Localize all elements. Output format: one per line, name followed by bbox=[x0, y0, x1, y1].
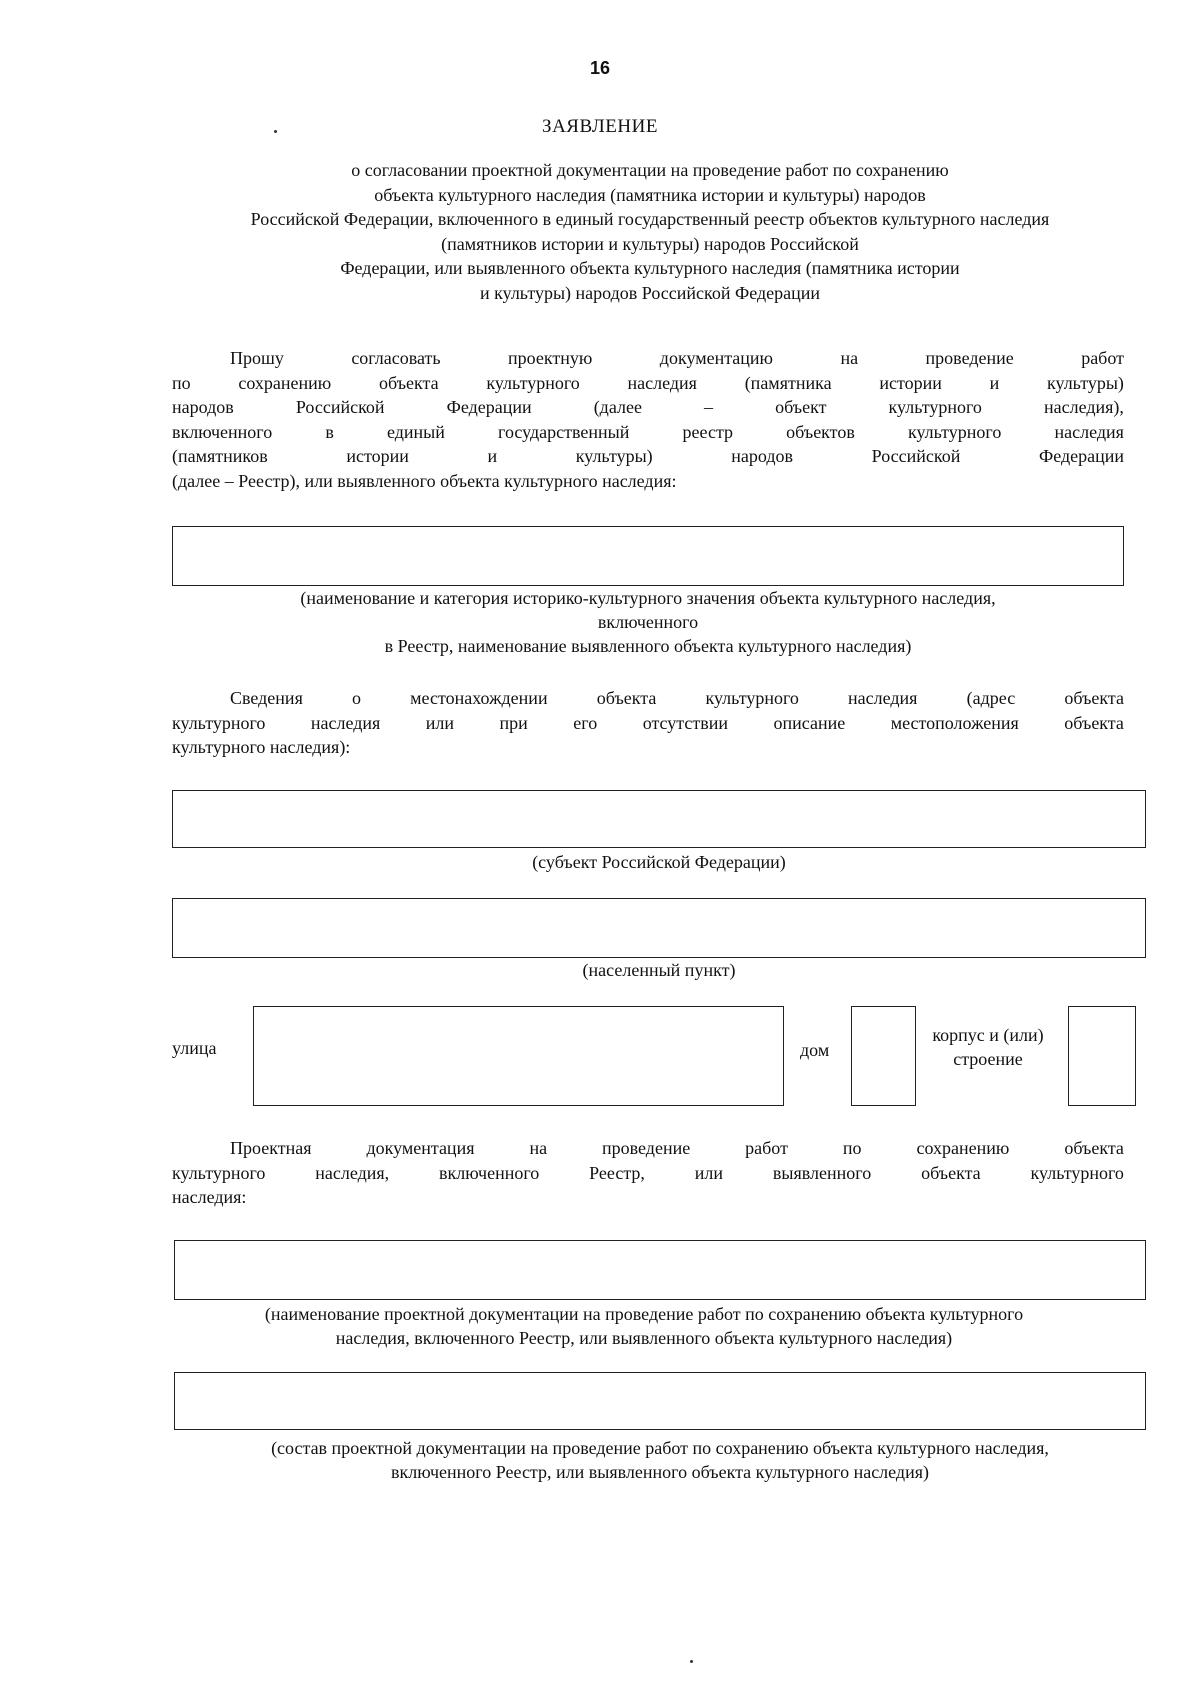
page-number: 16 bbox=[589, 58, 611, 78]
word: Сведения bbox=[230, 688, 303, 708]
paragraph-line bbox=[172, 346, 1124, 371]
word: наследия bbox=[848, 688, 918, 708]
locality-caption: (населенный пункт) bbox=[582, 960, 736, 980]
word: объекта bbox=[596, 688, 657, 708]
word: объект bbox=[775, 397, 827, 417]
building-label-line: корпус и (или) bbox=[932, 1025, 1044, 1045]
word: Реестр, bbox=[589, 1162, 645, 1183]
word: объекта bbox=[1064, 1138, 1124, 1158]
word: объектов bbox=[786, 421, 855, 442]
word: проектную bbox=[508, 348, 593, 368]
word: наследия bbox=[1054, 421, 1124, 442]
word: наследия, bbox=[315, 1162, 390, 1183]
paragraph-line bbox=[172, 395, 1124, 420]
word: (памятников bbox=[172, 446, 268, 466]
word: культурного bbox=[1030, 1162, 1124, 1183]
word: культуры) bbox=[1047, 372, 1124, 393]
paragraph-line bbox=[172, 1161, 1124, 1186]
word: описание bbox=[773, 712, 846, 733]
word: единый bbox=[386, 421, 445, 442]
word: на bbox=[840, 348, 859, 368]
word: объекта bbox=[1064, 688, 1124, 708]
subtitle-line: о согласовании проектной документации на проведение работ по сохранению bbox=[351, 160, 949, 180]
word: народов bbox=[172, 397, 234, 417]
word: наследия bbox=[310, 712, 381, 733]
paragraph-line: наследия: bbox=[172, 1187, 247, 1207]
word: местонахождении bbox=[410, 688, 548, 708]
project-paragraph bbox=[172, 1136, 1124, 1210]
paragraph-line bbox=[172, 444, 1124, 469]
caption-line: включенного Реестр, или выявленного объекта культурного наследия) bbox=[391, 1462, 929, 1482]
word: документация bbox=[366, 1138, 475, 1158]
request-paragraph bbox=[172, 346, 1124, 493]
word: Прошу bbox=[230, 348, 284, 368]
word: Проектная bbox=[230, 1138, 312, 1158]
caption-line: наследия, включенного Реестр, или выявленного объекта культурного наследия) bbox=[335, 1328, 953, 1348]
word: культурного bbox=[907, 421, 1002, 442]
word: государственный bbox=[498, 421, 630, 442]
project-composition-caption bbox=[174, 1436, 1146, 1484]
paragraph-line bbox=[172, 686, 1124, 711]
word: Федерации bbox=[1038, 446, 1124, 466]
word: – bbox=[704, 397, 714, 417]
word: (памятника bbox=[744, 372, 832, 393]
word: культуры) bbox=[575, 446, 653, 466]
region-field[interactable] bbox=[172, 790, 1146, 848]
word: объекта bbox=[921, 1162, 981, 1183]
word: согласовать bbox=[351, 348, 441, 368]
document-subtitle bbox=[160, 158, 1140, 305]
word: наследия bbox=[627, 372, 697, 393]
word: (адрес bbox=[966, 688, 1016, 708]
paragraph-line: культурного наследия): bbox=[172, 737, 351, 757]
scan-speck bbox=[690, 1660, 693, 1663]
word: или bbox=[425, 712, 455, 733]
word: и bbox=[487, 446, 498, 466]
building-label bbox=[924, 1023, 1052, 1071]
caption-line: (состав проектной документации на проведение работ по сохранению объекта культурного наследия, bbox=[271, 1438, 1049, 1458]
building-label-line: строение bbox=[953, 1049, 1023, 1069]
caption-line: в Реестр, наименование выявленного объекта культурного наследия) bbox=[384, 636, 912, 656]
word: наследия), bbox=[1044, 397, 1124, 417]
house-field[interactable] bbox=[851, 1006, 916, 1106]
project-name-caption bbox=[174, 1302, 1114, 1350]
word: сохранению bbox=[916, 1138, 1010, 1158]
word: по bbox=[172, 372, 191, 393]
word: (далее bbox=[593, 397, 642, 417]
word: при bbox=[499, 712, 528, 733]
object-name-field[interactable] bbox=[172, 526, 1124, 586]
word: истории bbox=[346, 446, 409, 466]
street-field[interactable] bbox=[253, 1006, 784, 1106]
region-caption: (субъект Российской Федерации) bbox=[532, 852, 786, 872]
word: культурного bbox=[888, 397, 982, 417]
house-label: дом bbox=[800, 1040, 830, 1060]
word: выявленного bbox=[772, 1162, 872, 1183]
subtitle-line: и культуры) народов Российской Федерации bbox=[479, 282, 821, 303]
subtitle-line: (памятников истории и культуры) народов Российской bbox=[441, 233, 859, 254]
subtitle-line: Федерации, или выявленного объекта культурного наследия (памятника истории bbox=[340, 258, 960, 278]
word: Российской bbox=[871, 446, 961, 466]
word: народов bbox=[731, 446, 794, 466]
word: или bbox=[694, 1162, 724, 1183]
word: по bbox=[842, 1138, 862, 1158]
word: проведение bbox=[925, 348, 1014, 368]
word: работ bbox=[745, 1138, 788, 1158]
word: включенного bbox=[172, 421, 273, 442]
word: на bbox=[529, 1138, 548, 1158]
word: о bbox=[352, 688, 361, 708]
word: в bbox=[325, 421, 334, 442]
paragraph-line bbox=[172, 711, 1124, 736]
street-label: улица bbox=[172, 1038, 217, 1058]
caption-line: включенного bbox=[597, 612, 699, 632]
caption-line: (наименование проектной документации на проведение работ по сохранению объекта культурного bbox=[264, 1304, 1024, 1324]
object-name-caption bbox=[172, 586, 1124, 658]
paragraph-line bbox=[172, 1136, 1124, 1161]
word: объекта bbox=[1064, 712, 1124, 733]
word: проведение bbox=[602, 1138, 691, 1158]
paragraph-line bbox=[172, 371, 1124, 396]
building-field[interactable] bbox=[1068, 1006, 1136, 1106]
word: реестр bbox=[682, 421, 734, 442]
document-title: ЗАЯВЛЕНИЕ bbox=[542, 116, 658, 137]
paragraph-line: (далее – Реестр), или выявленного объекта культурного наследия: bbox=[172, 470, 677, 491]
subtitle-line: объекта культурного наследия (памятника истории и культуры) народов bbox=[374, 184, 926, 205]
word: культурного bbox=[486, 372, 580, 393]
word: истории bbox=[879, 372, 942, 393]
word: отсутствии bbox=[642, 712, 729, 733]
subtitle-line: Российской Федерации, включенного в единый государственный реестр объектов культурного наследия bbox=[250, 209, 1050, 229]
location-paragraph bbox=[172, 686, 1124, 760]
project-name-field[interactable] bbox=[174, 1240, 1146, 1300]
word: сохранению bbox=[238, 372, 332, 393]
word: включенного bbox=[439, 1162, 540, 1183]
word: культурного bbox=[172, 1162, 266, 1183]
word: местоположения bbox=[890, 712, 1019, 733]
word: культурного bbox=[172, 712, 266, 733]
locality-field[interactable] bbox=[172, 898, 1146, 958]
paragraph-line bbox=[172, 420, 1124, 445]
word: его bbox=[573, 712, 598, 733]
word: культурного bbox=[705, 688, 799, 708]
project-composition-field[interactable] bbox=[174, 1372, 1146, 1430]
word: и bbox=[989, 372, 1000, 393]
word: Федерации bbox=[446, 397, 532, 417]
word: документацию bbox=[659, 348, 774, 368]
word: работ bbox=[1081, 348, 1124, 368]
word: Российской bbox=[295, 397, 385, 417]
word: объекта bbox=[379, 372, 439, 393]
caption-line: (наименование и категория историко-культурного значения объекта культурного наследия, bbox=[300, 588, 996, 608]
